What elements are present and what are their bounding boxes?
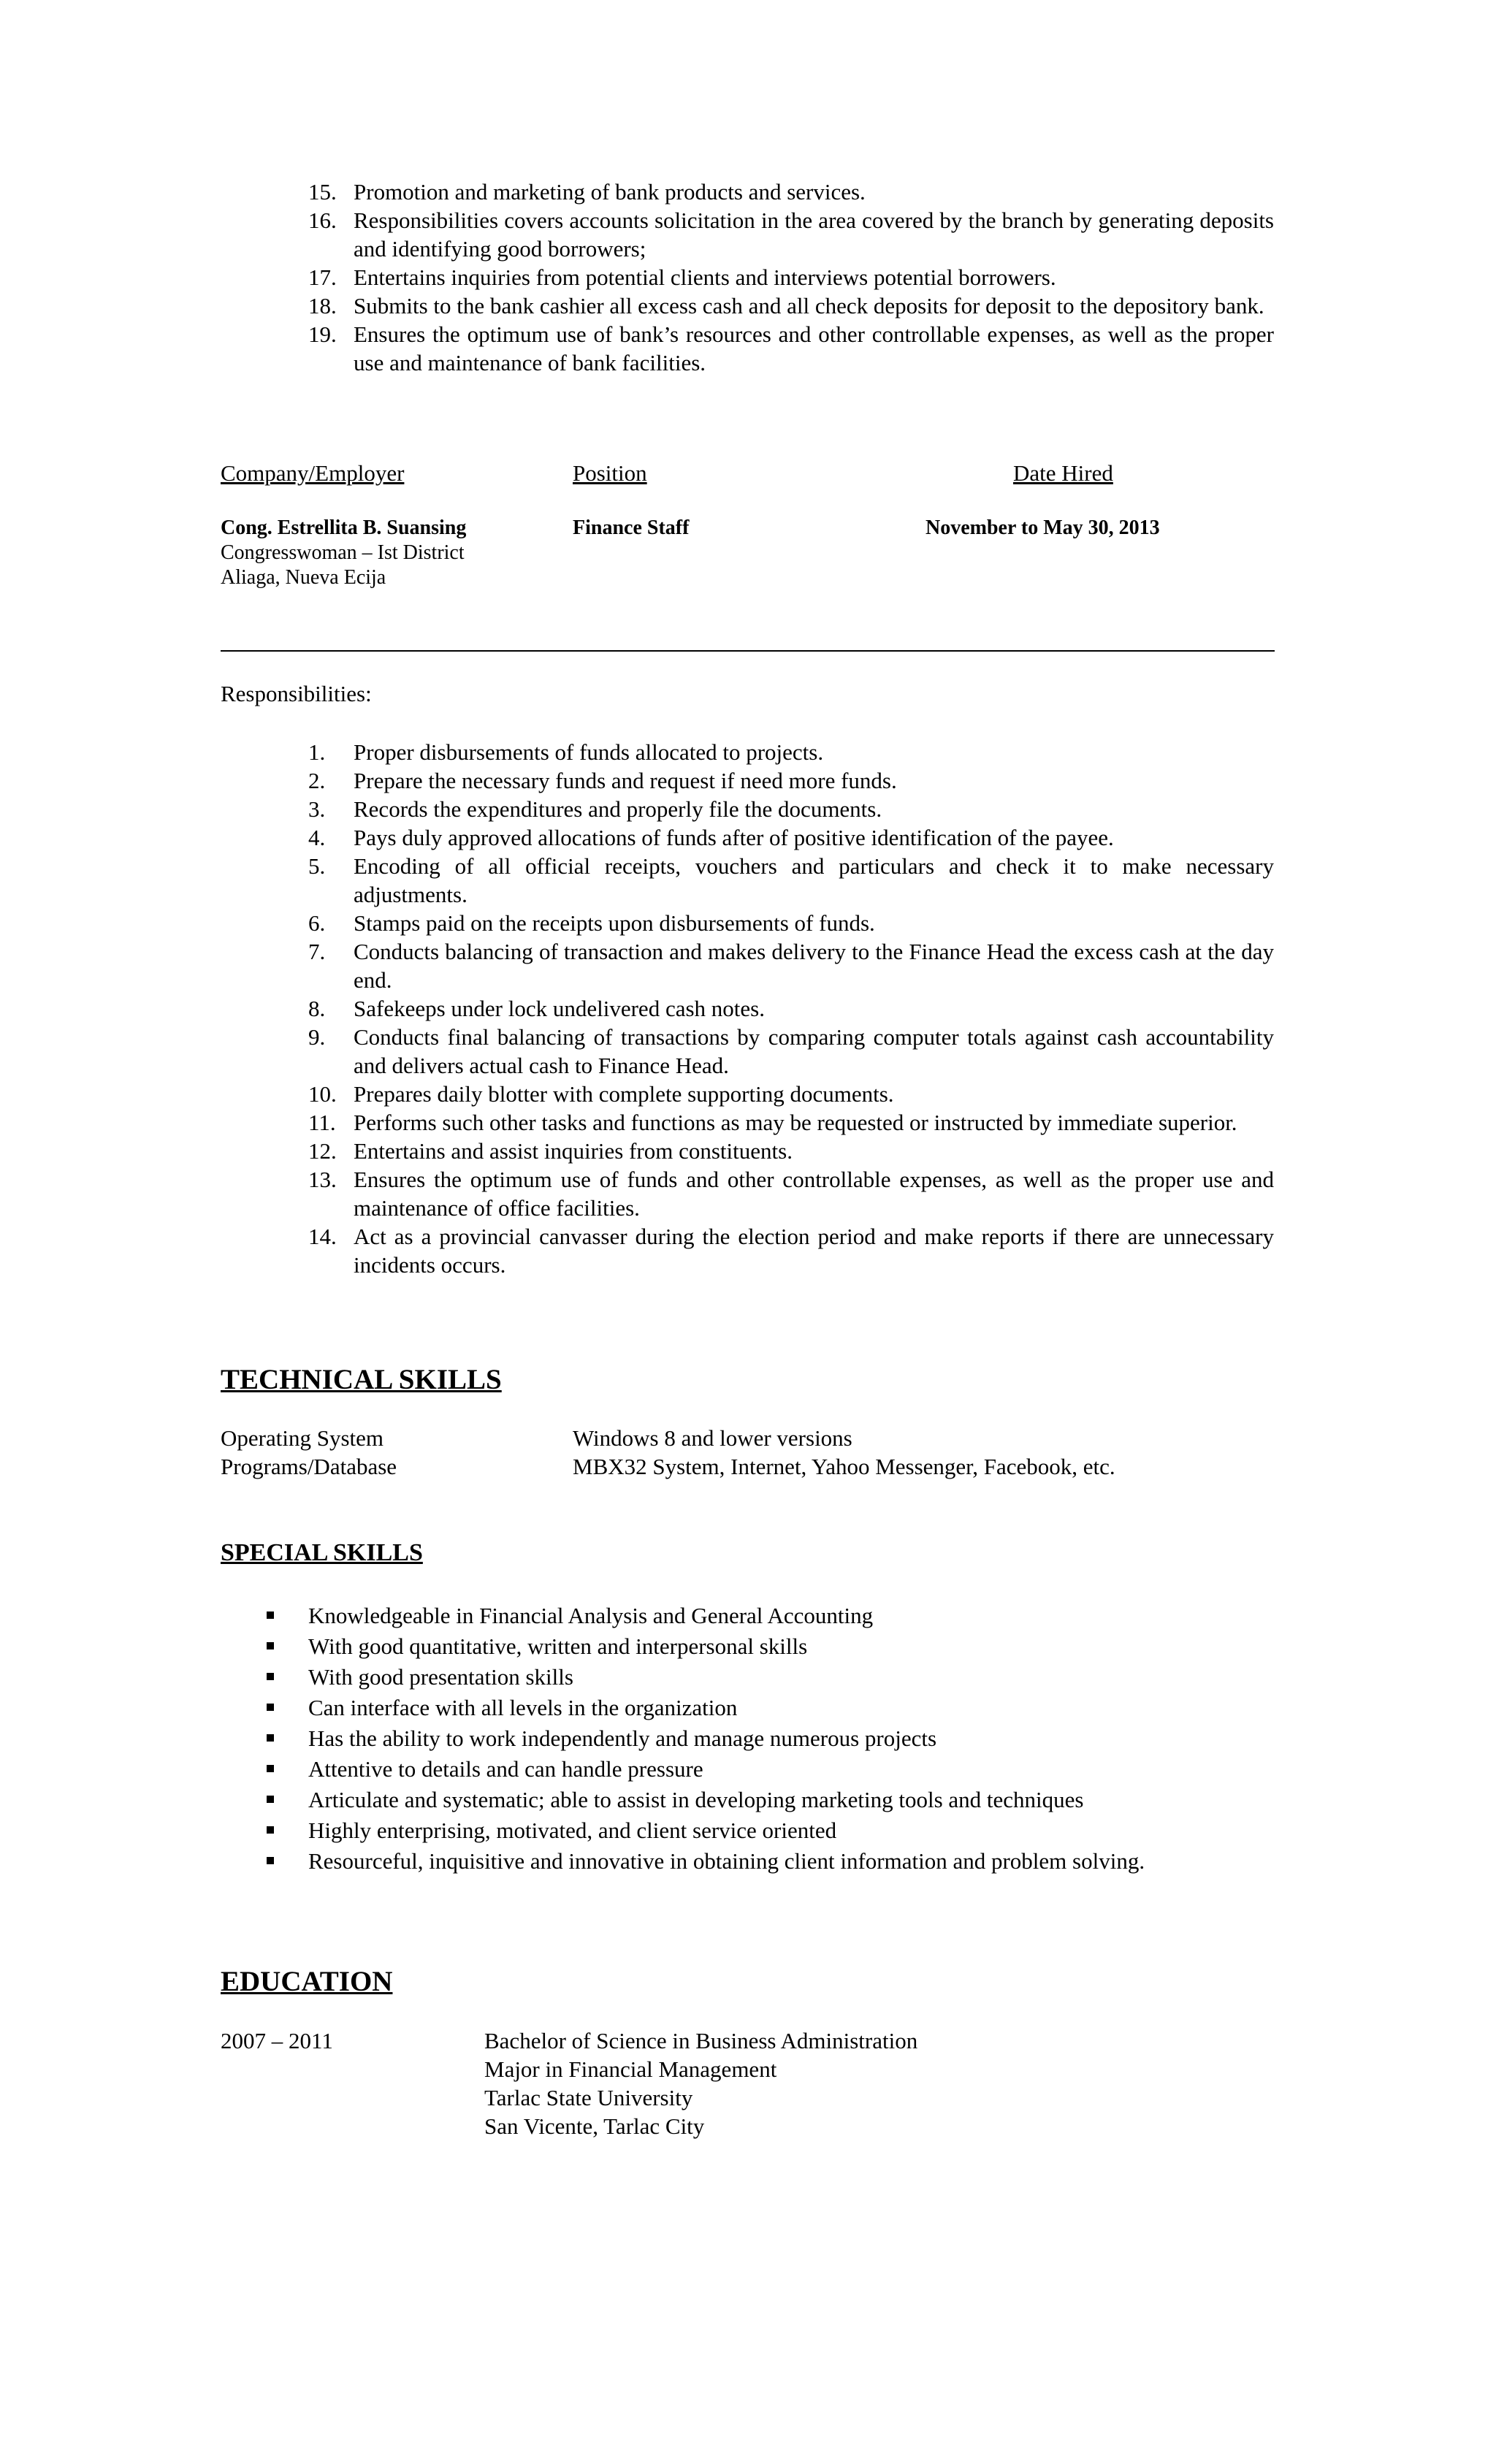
technical-skills-title: TECHNICAL SKILLS — [221, 1364, 502, 1395]
list-item — [308, 1080, 1274, 1108]
list-item-text: Ensures the optimum use of bank’s resources and other controllable expenses, as well as the proper use and maintenance of bank facilities. — [354, 321, 1274, 375]
special-skill-text: With good presentation skills — [308, 1664, 573, 1690]
special-skill-text: Highly enterprising, motivated, and client service oriented — [308, 1818, 837, 1843]
square-bullet-icon — [267, 1642, 274, 1649]
special-skill-item — [264, 1723, 1324, 1754]
employer-name: Cong. Estrellita B. Suansing — [221, 516, 467, 539]
responsibilities-label: Responsibilities: — [221, 681, 372, 706]
special-skill-text: Resourceful, inquisitive and innovative in obtaining client information and problem solving. — [308, 1848, 1145, 1874]
special-skill-item — [264, 1693, 1324, 1723]
list-item — [308, 1222, 1274, 1279]
list-item-text: Act as a provincial canvasser during the election period and make reports if there are unnecessary incidents occurs. — [354, 1224, 1274, 1278]
list-item-text: Responsibilities covers accounts solicitation in the area covered by the branch by generating deposits and identifying good borrowers; — [354, 207, 1274, 262]
employer-location: Aliaga, Nueva Ecija — [221, 566, 386, 589]
list-item — [308, 320, 1274, 377]
list-item-text: Safekeeps under lock undelivered cash notes. — [354, 996, 765, 1021]
list-item-text: Pays duly approved allocations of funds after of positive identification of the payee. — [354, 825, 1114, 850]
square-bullet-icon — [267, 1734, 274, 1742]
special-skill-item — [264, 1601, 1324, 1631]
list-item-number: 5. — [308, 853, 326, 879]
list-item — [308, 1137, 1274, 1165]
list-item-text: Submits to the bank cashier all excess cash and all check deposits for deposit to the depository bank. — [354, 293, 1264, 319]
list-item-text: Records the expenditures and properly file the documents. — [354, 796, 882, 822]
list-item-number: 16. — [308, 207, 337, 233]
list-item — [308, 178, 1274, 206]
list-item — [308, 738, 1274, 766]
list-item-text: Entertains inquiries from potential clients and interviews potential borrowers. — [354, 264, 1056, 290]
list-item-number: 19. — [308, 321, 337, 347]
list-item-number: 13. — [308, 1167, 337, 1192]
list-item-number: 11. — [308, 1110, 336, 1135]
special-skill-text: Can interface with all levels in the organization — [308, 1695, 738, 1720]
special-skill-item — [264, 1846, 1324, 1877]
list-item-number: 7. — [308, 939, 326, 964]
education-degree: Bachelor of Science in Business Administration — [484, 2028, 918, 2053]
special-skills-title: SPECIAL SKILLS — [221, 1539, 423, 1566]
tech-value-os: Windows 8 and lower versions — [573, 1425, 852, 1451]
special-skill-text: Articulate and systematic; able to assist in developing marketing tools and techniques — [308, 1787, 1084, 1812]
list-item-number: 9. — [308, 1024, 326, 1050]
employer-title: Congresswoman – Ist District — [221, 541, 465, 564]
list-item-number: 10. — [308, 1081, 337, 1107]
responsibilities-list — [308, 738, 1274, 1279]
list-item — [308, 795, 1274, 823]
square-bullet-icon — [267, 1826, 274, 1834]
date-hired-header: Date Hired — [1013, 460, 1113, 486]
list-item — [308, 823, 1274, 852]
tech-label-os: Operating System — [221, 1425, 383, 1451]
square-bullet-icon — [267, 1704, 274, 1711]
previous-job-responsibilities-list — [308, 178, 1274, 377]
square-bullet-icon — [267, 1857, 274, 1864]
list-item — [308, 994, 1274, 1023]
list-item — [308, 1108, 1274, 1137]
list-item-text: Promotion and marketing of bank products and services. — [354, 179, 866, 205]
special-skills-list — [264, 1601, 1324, 1877]
education-school: Tarlac State University — [484, 2085, 693, 2110]
list-item-number: 4. — [308, 825, 326, 850]
company-employer-header: Company/Employer — [221, 460, 405, 486]
list-item-number: 14. — [308, 1224, 337, 1249]
list-item — [308, 937, 1274, 994]
square-bullet-icon — [267, 1673, 274, 1680]
list-item-text: Stamps paid on the receipts upon disbursements of funds. — [354, 910, 875, 936]
position-value: Finance Staff — [573, 516, 690, 539]
special-skill-item — [264, 1754, 1324, 1785]
education-title: EDUCATION — [221, 1966, 393, 1997]
special-skill-item — [264, 1662, 1324, 1693]
list-item-text: Prepares daily blotter with complete supporting documents. — [354, 1081, 894, 1107]
list-item — [308, 852, 1274, 909]
list-item-number: 18. — [308, 293, 337, 319]
education-years: 2007 – 2011 — [221, 2028, 333, 2053]
position-header: Position — [573, 460, 647, 486]
list-item — [308, 291, 1274, 320]
tech-value-programs: MBX32 System, Internet, Yahoo Messenger, Facebook, etc. — [573, 1454, 1115, 1479]
education-location: San Vicente, Tarlac City — [484, 2113, 705, 2139]
square-bullet-icon — [267, 1796, 274, 1803]
section-divider — [221, 650, 1275, 652]
list-item — [308, 1165, 1274, 1222]
list-item-number: 8. — [308, 996, 326, 1021]
list-item-text: Prepare the necessary funds and request if need more funds. — [354, 768, 897, 793]
list-item — [308, 1023, 1274, 1080]
tech-label-programs: Programs/Database — [221, 1454, 397, 1479]
list-item-number: 3. — [308, 796, 326, 822]
list-item-text: Proper disbursements of funds allocated to projects. — [354, 739, 824, 765]
list-item-number: 12. — [308, 1138, 337, 1164]
list-item-number: 2. — [308, 768, 326, 793]
list-item-text: Performs such other tasks and functions as may be requested or instructed by immediate superior. — [354, 1110, 1237, 1135]
date-hired-value: November to May 30, 2013 — [926, 516, 1160, 539]
list-item — [308, 909, 1274, 937]
list-item-number: 6. — [308, 910, 326, 936]
square-bullet-icon — [267, 1611, 274, 1619]
list-item-number: 15. — [308, 179, 337, 205]
special-skill-text: Attentive to details and can handle pressure — [308, 1756, 703, 1782]
list-item — [308, 766, 1274, 795]
list-item-number: 17. — [308, 264, 337, 290]
special-skill-text: Knowledgeable in Financial Analysis and General Accounting — [308, 1603, 874, 1628]
special-skill-item — [264, 1815, 1324, 1846]
list-item — [308, 263, 1274, 291]
special-skill-item — [264, 1785, 1324, 1815]
list-item — [308, 206, 1274, 263]
list-item-number: 1. — [308, 739, 326, 765]
list-item-text: Conducts final balancing of transactions by comparing computer totals against cash accountability and delivers actual cash to Finance Head. — [354, 1024, 1274, 1078]
list-item-text: Encoding of all official receipts, vouchers and particulars and check it to make necessary adjustments. — [354, 853, 1274, 907]
special-skill-text: Has the ability to work independently and manage numerous projects — [308, 1725, 937, 1751]
square-bullet-icon — [267, 1765, 274, 1772]
special-skill-item — [264, 1631, 1324, 1662]
list-item-text: Conducts balancing of transaction and makes delivery to the Finance Head the excess cash at the day end. — [354, 939, 1274, 993]
list-item-text: Ensures the optimum use of funds and other controllable expenses, as well as the proper use and maintenance of office facilities. — [354, 1167, 1274, 1221]
list-item-text: Entertains and assist inquiries from constituents. — [354, 1138, 793, 1164]
special-skill-text: With good quantitative, written and interpersonal skills — [308, 1633, 808, 1659]
education-major: Major in Financial Management — [484, 2056, 777, 2082]
